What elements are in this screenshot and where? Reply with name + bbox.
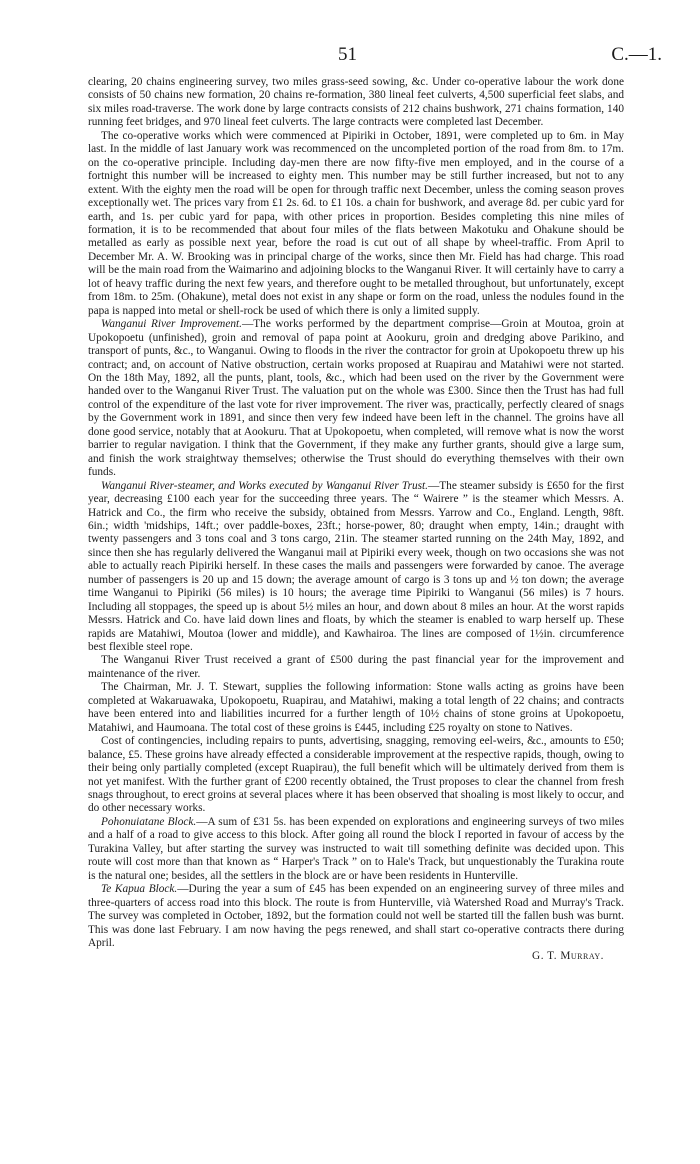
paragraph-heading: Wanganui River Improvement. [101, 318, 242, 331]
paragraph-text: clearing, 20 chains engineering survey, two miles grass-seed sowing, &c. Under co-operative labour the work done consists of 50 chains new formation, 20 chains re-formation, 380 lineal feet culverts, 4,500 superficial feet slabs, and six miles road-traverse. The work done by large contracts consists of 212 chains bushwork, 271 chains formation, 140 running feet bridges, and 970 lineal feet culverts. The large contracts were completed last December. [88, 76, 624, 129]
paragraph-river-steamer [88, 480, 624, 655]
page-header [0, 44, 700, 68]
paragraph-contingencies [88, 735, 624, 816]
paragraph-clearing [88, 76, 624, 130]
signature-text: G. T. Murray. [532, 950, 604, 963]
paragraph-text: —The works performed by the department comprise—Groin at Moutoa, groin at Upokopoetu (unfinished), groin and removal of papa point at Aookuru, groin and dredging above Parikino, and transport of punts, &c., to Wanganui. Owing to floods in the river the contractor for groin at Upokopoetu threw up his contract; and, on account of Native obstruction, certain works proposed at Ruapirau and Matahiwi were not started. On the 18th May, 1892, all the punts, plant, tools, &c., which had been used on the river by the Government were handed over to the Wanganui River Trust. The valuation put on the whole was £300. Since then the Trust has had full control of the expenditure of the last vote for river improvement. The river was, practically, perfectly cleared of snags by the Government work in 1891, and since then very few indeed have been left in the channel. The groins have all done good service, notably that at Aookuru. That at Upokopoetu, when completed, will remove what is now the worst barrier to regular navigation. I think that the Government, if they make any further grants, should give a large sum, and finish the work straightway themselves; otherwise the Trust should do everything themselves with their own funds. [88, 318, 624, 479]
paragraph-heading: Pohonuiatane Block. [101, 815, 197, 828]
paragraph-text: —A sum of £31 5s. has been expended on explorations and engineering surveys of two miles and a half of a road to give access to this block. After going all round the block I reported in favour of access by the Turakina Valley, but after starting the survey was instructed to wait till something definite was decided upon. This route will cost more than that known as “ Harper's Track ” on to Hale's Track, but unquestionably the Turakina route is the natural one; besides, all the settlers in the block are or have been residents in Hunterville. [88, 815, 624, 882]
signature [88, 950, 624, 963]
paragraph-pohonuiatane [88, 816, 624, 883]
paragraph-trust-grant [88, 654, 624, 681]
page-number: 51 [338, 44, 357, 65]
paragraph-cooperative-works [88, 130, 624, 318]
paragraph-heading: Wanganui River-steamer, and Works executed by Wanganui River Trust. [101, 479, 428, 492]
paragraph-chairman [88, 681, 624, 735]
paragraph-text: —The steamer subsidy is £650 for the first year, decreasing £100 each year for the succeeding three years. The “ Wairere ” is the steamer which Messrs. A. Hatrick and Co., the firm who receive the subsidy, obtained from Messrs. Yarrow and Co., England. Length, 98ft. 6in.; width 'midships, 14ft.; over paddle-boxes, 23ft.; horse-power, 80; draught when empty, 14in.; draught with twenty passengers and 3 tons coal and 3 tons cargo, 21in. The steamer started running on the 24th May, 1892, and since then she has regularly delivered the Wanganui mail at Pipiriki every week, though on two occasions she was not able to actually reach Pipiriki herself. In these cases the mails and passengers were forwarded by canoe. The average number of passengers is 20 up and 15 down; the average amount of cargo is 3 tons up and ½ ton down; the average time Wanganui to Pipiriki (56 miles) is 10 hours; the average time Pipiriki to Wanganui (56 miles) is 7 hours. Including all stoppages, the speed up is about 5½ miles an hour, and down about 8 miles an hour. At the worst rapids Messrs. Hatrick and Co. have laid down lines and floats, by which the steamer is enabled to warp herself up. These rapids are Matahiwi, Moutoa (lower and middle), and Kawhairoa. The lines are composed of 1½in. circumference best flexible steel rope. [88, 479, 624, 654]
paragraph-river-improvement [88, 318, 624, 479]
document-code: C.—1. [611, 44, 662, 65]
report-body [88, 76, 624, 964]
paragraph-text: Cost of contingencies, including repairs to punts, advertising, snagging, removing eel-weirs, &c., amounts to £50; balance, £5. These groins have already effected a considerable improvement at the respective rapids, though, owing to their being only partially completed (except Ruapirau), the full benefit which will be ultimately derived from them is not yet manifest. With the further grant of £200 recently obtained, the Trust proposes to clear the channel from fresh snags throughout, to erect groins at several places where it has been observed that shoaling is most likely to occur, and do other necessary works. [88, 735, 624, 815]
paragraph-heading: Te Kapua Block. [101, 883, 178, 896]
paragraph-text: The Wanganui River Trust received a grant of £500 during the past financial year for the improvement and maintenance of the river. [88, 654, 624, 680]
paragraph-te-kapua [88, 883, 624, 950]
paragraph-text: The Chairman, Mr. J. T. Stewart, supplies the following information: Stone walls acting as groins have been completed at Wakaruawaka, Upokopoetu, Ruapirau, and Matahiwi, making a total length of 22 chains; and contracts have been entered into and liabilities incurred for a further length of 10½ chains of stone groins at Upokopoetu, Matahiwi, and Haumoana. The total cost of these groins is £445, including £25 royalty on stone to Natives. [88, 681, 624, 734]
paragraph-text: —During the year a sum of £45 has been expended on an engineering survey of three miles and three-quarters of access road into this block. The route is from Hunterville, vià Watershed Road and Murray's Track. The survey was completed in October, 1892, but the formation could not well be started till the fallen bush was burnt. This was done last February. I am now having the pegs renewed, and shall start co-operative contracts there during April. [88, 883, 624, 949]
paragraph-text: The co-operative works which were commenced at Pipiriki in October, 1891, were completed up to 6m. in May last. In the middle of last January work was recommenced on the uncompleted portion of the road from 8m. to 17m. on the co-operative principle. Including day-men there are now fifty-five men employed, and in the course of a fortnight this number will be increased to eighty men. This number may be still further increased, but not to any extent. With the eighty men the road will be open for through traffic next December, unless the coming season proves exceptionally wet. The prices vary from £1 2s. 6d. to £1 10s. a chain for bushwork, and average 8d. per cubic yard for earth, and 1s. per cubic yard for papa, with other prices in proportion. Besides completing this nine miles of formation, it is to be recommended that about four miles of the flats between Makotuku and Ohakune should be metalled as early as possible next year, before the road is cut out of all shape by wheel-traffic. From April to December Mr. A. W. Brooking was in principal charge of the works, since then Mr. Field has had charge. This road will be the main road from the Waimarino and adjoining blocks to the Wanganui River. It will certainly have to carry a lot of heavy traffic during the next few years, and therefore ought to be metalled throughout, but unfortunately, except from 18m. to 25m. (Ohakune), metal does not exist in any shape or form on the road, unless the nodules found in the papa is napped into metal or shell-rock be used of which there is only a limited supply. [88, 129, 624, 317]
